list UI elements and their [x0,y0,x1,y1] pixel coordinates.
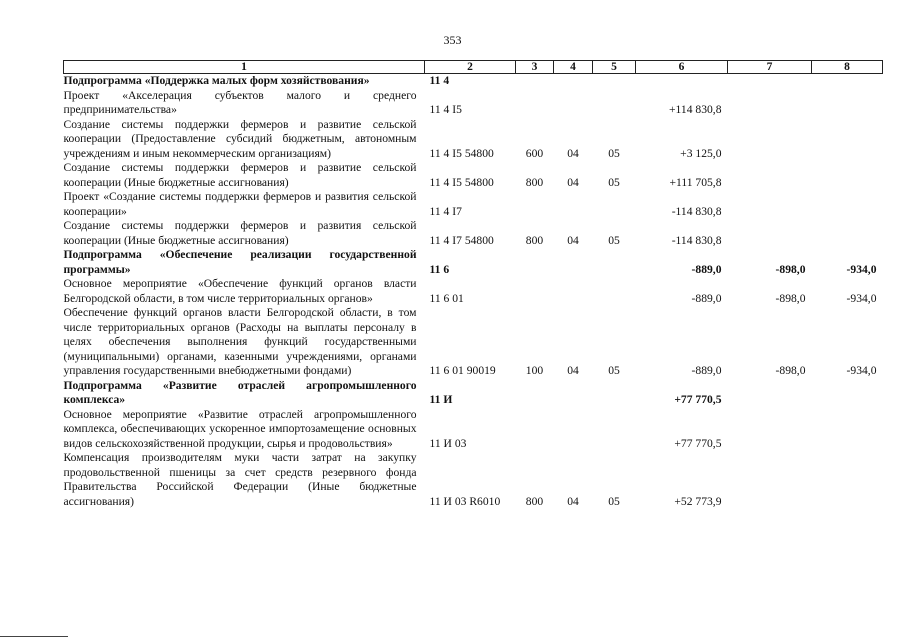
row-sum-1 [636,74,728,89]
table-row [64,89,883,118]
row-vr: 100 [525,364,544,377]
row-sum-1: +52 773,9 [674,494,722,508]
row-sum-3 [812,118,883,162]
row-pr: 05 [608,233,620,247]
row-sum-3 [812,379,883,408]
row-sum-2: -898,0 [775,262,806,276]
row-rz [554,74,593,89]
row-pr: 05 [608,146,620,160]
table-row [64,74,883,89]
row-name: Основное мероприятие «Обеспечение функций органов власти Белгородской области, в том числе территориальных органов» [63,277,417,305]
table-row [64,161,883,190]
row-vr: 800 [525,175,544,189]
row-name: Проект «Создание системы поддержки фермеров и развития сельской кооперации» [63,190,417,218]
row-code: 11 6 01 90019 [429,364,496,377]
row-pr [593,379,636,408]
row-sum-3 [812,161,883,190]
row-name: Обеспечение функций органов власти Белгородской области, в том числе территориальных органов (Расходы на выплаты персоналу в целях обеспечения выполнения функций государственными (муниципальными) органами, казенными учреждениями, органами управления государственными внебюджетными фондами) [63,306,417,377]
row-sum-2 [728,219,812,248]
row-rz [554,379,593,408]
row-pr [593,89,636,118]
table-row [64,277,883,306]
table-row [64,408,883,452]
row-sum-1: +77 770,5 [674,393,722,406]
row-code: 11 4 [429,74,450,87]
row-sum-3: -934,0 [846,364,877,377]
row-sum-2 [728,451,812,509]
row-sum-2 [728,161,812,190]
row-name: Создание системы поддержки фермеров и развития сельской кооперации (Иные бюджетные ассигнования) [63,219,417,247]
row-sum-2 [728,379,812,408]
row-sum-2 [728,89,812,118]
row-code: 11 4 I5 54800 [429,146,494,160]
row-sum-3 [812,89,883,118]
row-sum-1: -889,0 [691,262,722,276]
row-vr [516,89,554,118]
row-name: Компенсация производителям муки части затрат на закупку продовольственной пшеницы за счет средств резервного фонда Правительства Российской Федерации (Иные бюджетные ассигнования) [63,451,417,508]
row-sum-3: -934,0 [846,291,877,305]
row-rz: 04 [567,146,579,160]
row-vr [516,190,554,219]
page-number: 353 [443,33,462,47]
column-header: 7 [728,61,812,74]
row-sum-2: -898,0 [775,291,806,305]
table-row [64,306,883,379]
row-sum-3 [812,408,883,452]
row-rz [554,89,593,118]
row-vr [516,379,554,408]
row-sum-2 [728,408,812,452]
row-rz [554,277,593,306]
column-header: 5 [593,61,636,74]
row-pr: 05 [608,364,620,377]
row-sum-1: +111 705,8 [669,175,722,189]
row-sum-1: +114 830,8 [669,103,722,116]
row-pr [593,408,636,452]
row-sum-1: +77 770,5 [674,436,722,450]
row-name: Основное мероприятие «Развитие отраслей агропромышленного комплекса, обеспечивающих ускоренное импортозамещение основных видов сельскохозяйственной продукции, сырья и продовольствия» [63,407,417,450]
row-sum-2 [728,74,812,89]
row-name: Подпрограмма «Поддержка малых форм хозяйствования» [63,74,370,87]
row-sum-2 [728,118,812,162]
row-code: 11 И 03 [429,436,467,450]
row-pr [593,74,636,89]
row-rz [554,408,593,452]
row-sum-3: -934,0 [846,262,877,276]
table-row [64,248,883,277]
row-rz: 04 [567,175,579,189]
row-name: Создание системы поддержки фермеров и развитие сельской кооперации (Иные бюджетные ассигнования) [63,161,417,189]
row-rz [554,190,593,219]
column-header: 2 [425,61,516,74]
row-code: 11 И 03 R6010 [429,494,501,508]
row-vr [516,408,554,452]
row-code: 11 4 I7 54800 [429,233,494,247]
row-pr: 05 [608,494,620,508]
column-header: 3 [516,61,554,74]
row-vr [516,74,554,89]
row-code: 11 4 I5 [429,103,462,116]
row-vr: 800 [525,494,544,508]
row-rz: 04 [567,233,579,247]
row-sum-2 [728,190,812,219]
footer-rule [0,636,68,637]
column-header: 8 [812,61,883,74]
row-sum-3 [812,74,883,89]
row-vr [516,277,554,306]
row-name: Создание системы поддержки фермеров и развитие сельской кооперации (Предоставление субсидий бюджетным, автономным учреждениям и иным некоммерческим организациям) [63,117,417,160]
row-code: 11 6 [429,262,450,276]
row-sum-1: -114 830,8 [671,204,722,218]
row-sum-1: -114 830,8 [671,233,722,247]
row-code: 11 4 I7 [429,204,462,218]
row-code: 11 4 I5 54800 [429,175,494,189]
table-row [64,118,883,162]
row-sum-3 [812,190,883,219]
column-header: 6 [636,61,728,74]
row-pr [593,277,636,306]
row-name: Подпрограмма «Развитие отраслей агропромышленного комплекса» [63,378,417,406]
row-pr: 05 [608,175,620,189]
header-row [64,61,883,74]
table-row [64,219,883,248]
row-code: 11 6 01 [429,291,464,305]
row-rz: 04 [567,364,579,377]
column-header: 1 [64,61,425,74]
row-sum-3 [812,219,883,248]
row-name: Проект «Акселерация субъектов малого и среднего предпринимательства» [63,88,417,116]
row-code: 11 И [429,393,453,406]
row-sum-2: -898,0 [775,364,806,377]
row-name: Подпрограмма «Обеспечение реализации государственной программы» [63,248,417,276]
row-vr [516,248,554,277]
row-pr [593,190,636,219]
column-header: 4 [554,61,593,74]
row-vr: 600 [525,146,544,160]
row-sum-3 [812,451,883,509]
row-sum-1: -889,0 [691,364,722,377]
row-pr [593,248,636,277]
row-sum-1: +3 125,0 [680,146,722,160]
row-rz: 04 [567,494,579,508]
row-rz [554,248,593,277]
table-row [64,451,883,509]
table-row [64,379,883,408]
table-row [64,190,883,219]
row-vr: 800 [525,233,544,247]
budget-table [63,60,883,509]
row-sum-1: -889,0 [691,291,722,305]
